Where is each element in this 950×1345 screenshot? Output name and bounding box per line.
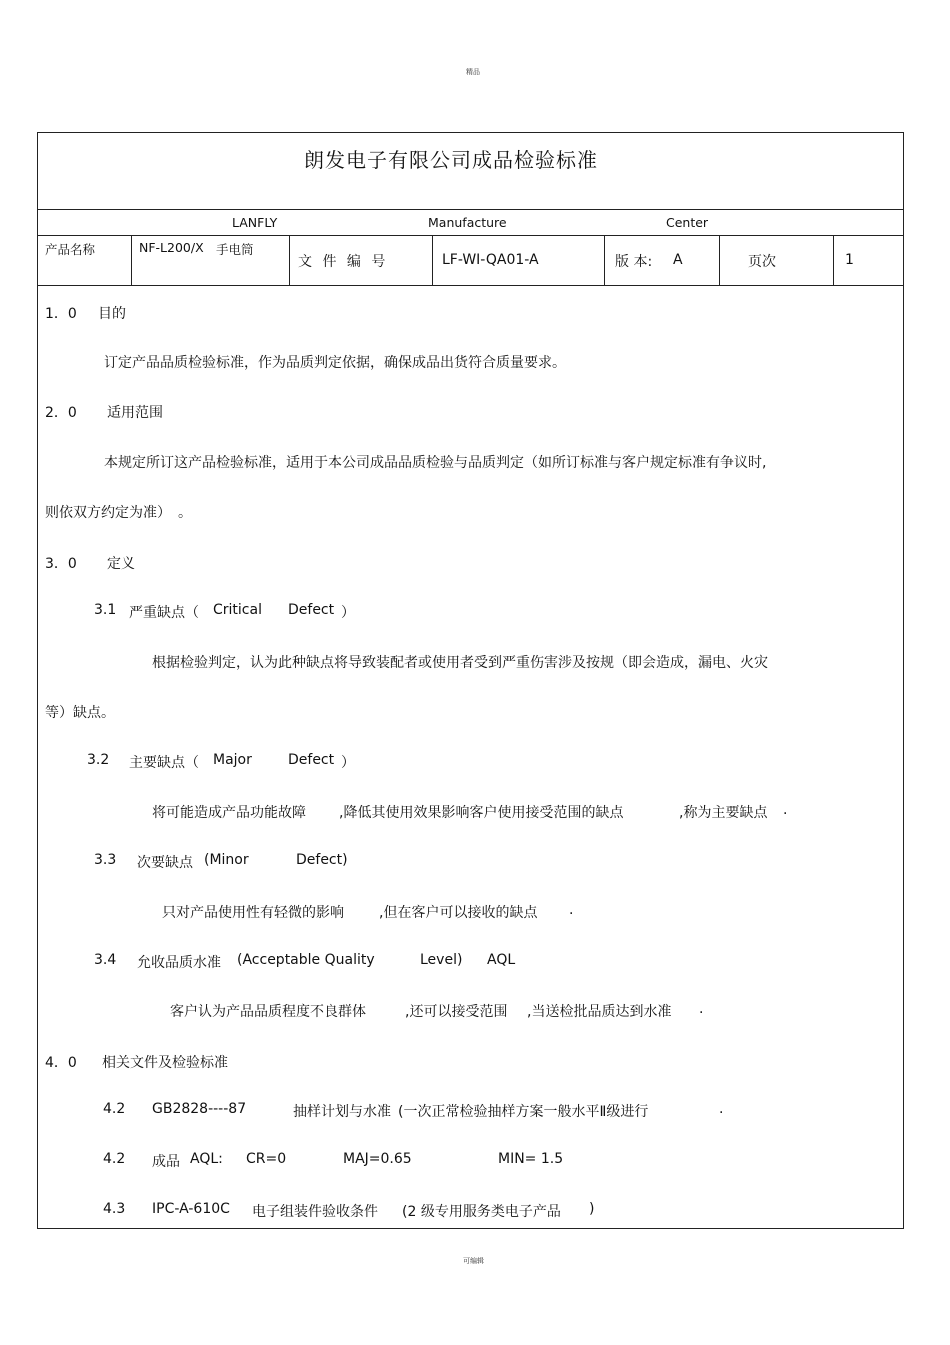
definition-en: Major — [213, 752, 252, 768]
definition-text: 只对产品使用性有轻微的影响 — [162, 905, 344, 921]
definition-label: 允收品质水准 — [137, 955, 221, 971]
definition-label: 次要缺点 — [137, 855, 193, 871]
reference-end: ) — [589, 1201, 595, 1217]
section-text: 本规定所订这产品检验标准，适用于本公司成品品质检验与品质判定（如所订标准与客户规定标准有争议时, — [104, 455, 767, 471]
product-label: 产品名称 — [45, 242, 96, 257]
page-value: 1 — [845, 252, 854, 268]
definition-text: 客户认为产品品质程度不良群体 — [170, 1004, 366, 1020]
reference-code: GB2828----87 — [152, 1101, 247, 1117]
doc-number-value: LF-WI-QA01-A — [442, 252, 539, 268]
definition-number: 3.4 — [94, 952, 117, 968]
aql-cr: CR=0 — [246, 1151, 287, 1167]
info-col-divider — [131, 235, 132, 285]
definition-en: (Minor — [204, 852, 249, 868]
definition-en: (Acceptable Quality — [237, 952, 375, 968]
section-title: 目的 — [98, 306, 126, 322]
page-label: 页次 — [748, 254, 776, 270]
aql-title: AQL: — [190, 1151, 223, 1167]
reference-code: IPC-A-610C — [152, 1201, 230, 1217]
definition-text: ,当送检批品质达到水准 — [527, 1004, 672, 1020]
banner-manufacture: Manufacture — [428, 215, 507, 230]
definition-text: ,降低其使用效果影响客户使用接受范围的缺点 — [339, 805, 624, 821]
version-value: A — [673, 252, 683, 268]
section-title: 适用范围 — [107, 405, 163, 421]
definition-number: 3.3 — [94, 852, 117, 868]
definition-text: 将可能造成产品功能故障 — [152, 805, 306, 821]
definition-close: ） — [341, 755, 355, 771]
section-title: 定义 — [107, 556, 135, 572]
info-col-divider — [604, 235, 605, 285]
info-col-divider — [833, 235, 834, 285]
aql-label: 成品 — [152, 1154, 180, 1170]
reference-text: 电子组装件验收条件 — [252, 1204, 378, 1220]
doc-number-label: 文 件 编 号 — [298, 254, 389, 270]
section-number: 1．0 — [45, 306, 77, 322]
title-divider — [37, 209, 904, 210]
section-number: 3．0 — [45, 556, 77, 572]
definition-en: AQL — [487, 952, 516, 968]
info-divider — [37, 285, 904, 286]
banner-divider — [37, 235, 904, 236]
aql-maj: MAJ=0.65 — [343, 1151, 412, 1167]
definition-text: 等）缺点。 — [45, 705, 115, 721]
definition-label: 严重缺点（ — [129, 605, 199, 621]
reference-number: 4.2 — [103, 1151, 126, 1167]
definition-en: Defect — [288, 602, 335, 618]
definition-text: . — [569, 902, 574, 918]
definition-en: Defect — [288, 752, 335, 768]
definition-number: 3.2 — [87, 752, 110, 768]
footer-mark: 可编辑 — [463, 1257, 484, 1265]
reference-number: 4.2 — [103, 1101, 126, 1117]
definition-text: 根据检验判定，认为此种缺点将导致装配者或使用者受到严重伤害涉及按规（即会造成，漏电、火灾 — [152, 655, 768, 671]
definition-en: Defect) — [296, 852, 348, 868]
definition-text: . — [783, 802, 788, 818]
definition-number: 3.1 — [94, 602, 117, 618]
info-col-divider — [432, 235, 433, 285]
version-label: 版 本: — [615, 254, 653, 270]
definition-text: . — [699, 1001, 704, 1017]
product-value: NF-L200/X — [139, 240, 204, 255]
reference-note: (2 级专用服务类电子产品 — [402, 1204, 561, 1220]
reference-number: 4.3 — [103, 1201, 126, 1217]
reference-text: 抽样计划与水准 — [293, 1104, 391, 1120]
definition-label: 主要缺点（ — [129, 755, 199, 771]
banner-center: Center — [666, 215, 709, 230]
header-mark: 精品 — [466, 68, 480, 76]
document-title: 朗发电子有限公司成品检验标准 — [304, 148, 598, 172]
section-text: 订定产品品质检验标准，作为品质判定依据，确保成品出货符合质量要求。 — [104, 355, 566, 371]
definition-en: Critical — [213, 602, 262, 618]
definition-en: Level) — [420, 952, 463, 968]
reference-note: (一次正常检验抽样方案一般水平Ⅱ级进行 — [398, 1104, 649, 1120]
definition-text: ,称为主要缺点 — [679, 805, 768, 821]
product-name: 手电筒 — [216, 242, 254, 257]
reference-end: . — [719, 1101, 724, 1117]
definition-text: ,还可以接受范围 — [405, 1004, 508, 1020]
section-title: 相关文件及检验标准 — [102, 1055, 228, 1071]
section-text: 则依双方约定为准） 。 — [45, 505, 192, 521]
aql-min: MIN= 1.5 — [498, 1151, 564, 1167]
info-col-divider — [289, 235, 290, 285]
banner-company: LANFLY — [232, 215, 278, 230]
definition-close: ） — [341, 605, 355, 621]
section-number: 4．0 — [45, 1055, 77, 1071]
info-col-divider — [719, 235, 720, 285]
section-number: 2．0 — [45, 405, 77, 421]
definition-text: ,但在客户可以接收的缺点 — [379, 905, 538, 921]
